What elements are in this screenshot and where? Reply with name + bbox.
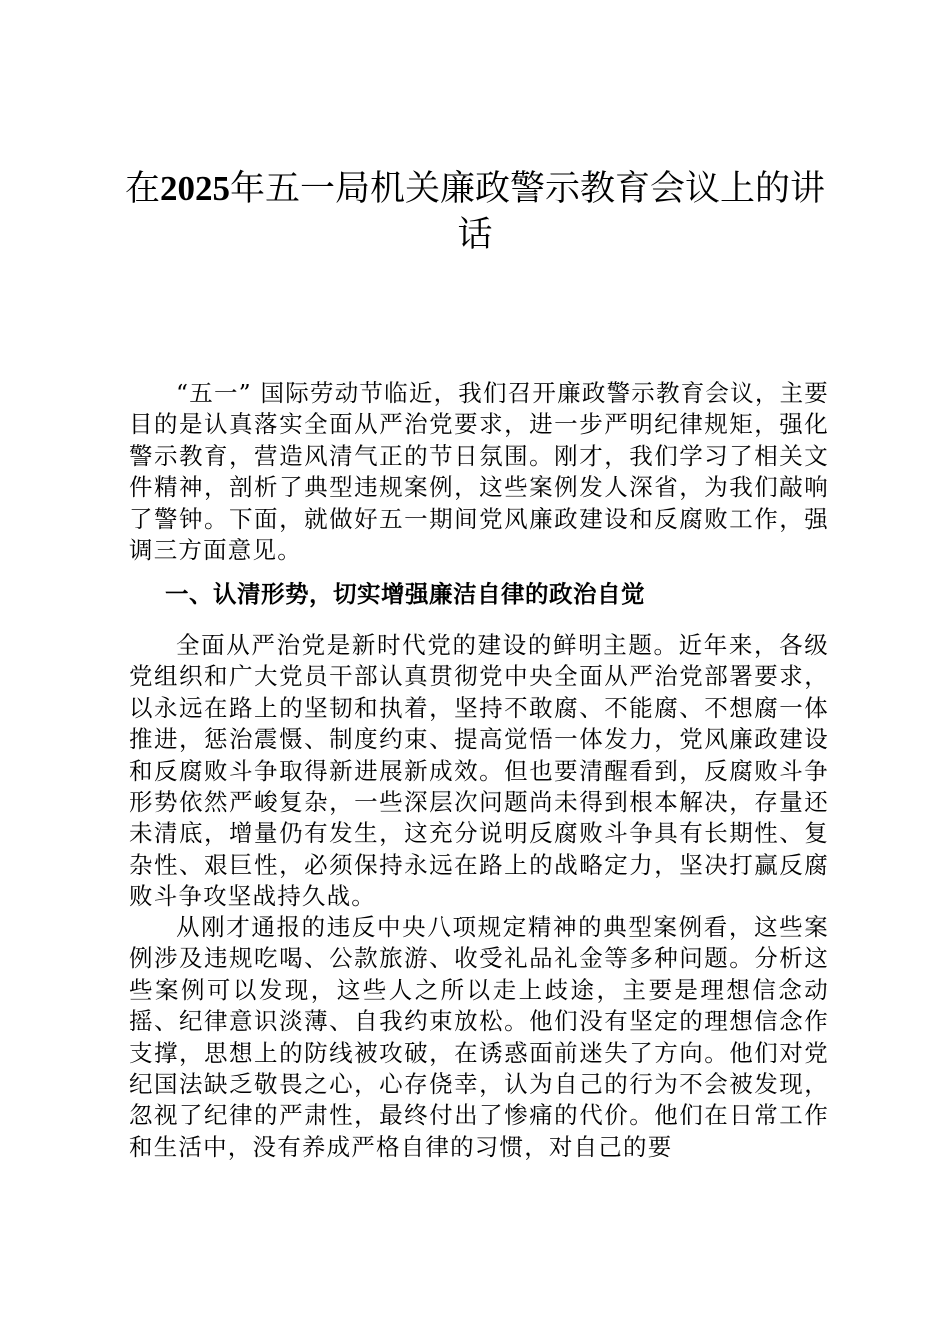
title-year: 2025 — [160, 169, 230, 208]
section-1-paragraph-2: 从刚才通报的违反中央八项规定精神的典型案例看，这些案例涉及违规吃喝、公款旅游、收受礼品礼金等多种问题。分析这些案例可以发现，这些人之所以走上歧途，主要是理想信念动摇、纪律意识淡薄、自我约束放松。他们没有坚定的理想信念作支撑，思想上的防线被攻破，在诱惑面前迷失了方向。他们对党纪国法缺乏敬畏之心，心存侥幸，认为自己的行为不会被发现，忽视了纪律的严肃性，最终付出了惨痛的代价。他们在日常工作和生活中，没有养成严格自律的习惯，对自己的要 — [129, 913, 829, 1161]
section-1-paragraph-1: 全面从严治党是新时代党的建设的鲜明主题。近年来，各级党组织和广大党员干部认真贯彻党中央全面从严治党部署要求，以永远在路上的坚韧和执着，坚持不敢腐、不能腐、不想腐一体推进，惩治震慑、制度约束、提高觉悟一体发力，党风廉政建设和反腐败斗争取得新进展新成效。但也要清醒看到，反腐败斗争形势依然严峻复杂，一些深层次问题尚未得到根本解决，存量还未清底，增量仍有发生，这充分说明反腐败斗争具有长期性、复杂性、艰巨性，必须保持永远在路上的战略定力，坚决打赢反腐败斗争攻坚战持久战。 — [129, 631, 829, 911]
section-heading-1: 一、认清形势，切实增强廉洁自律的政治自觉 — [165, 580, 645, 608]
intro-paragraph: “五一” 国际劳动节临近，我们召开廉政警示教育会议，主要目的是认真落实全面从严治党要求，进一步严明纪律规矩，强化警示教育，营造风清气正的节日氛围。刚才，我们学习了相关文件精神，剖析了典型违规案例，这些案例发人深省，为我们敲响了警钟。下面，就做好五一期间党风廉政建设和反腐败工作，强调三方面意见。 — [129, 379, 829, 565]
title-suffix: 年五一局机关廉政警示教育会议上的讲话 — [230, 169, 826, 255]
document-title — [120, 166, 830, 258]
title-prefix: 在 — [124, 169, 160, 209]
